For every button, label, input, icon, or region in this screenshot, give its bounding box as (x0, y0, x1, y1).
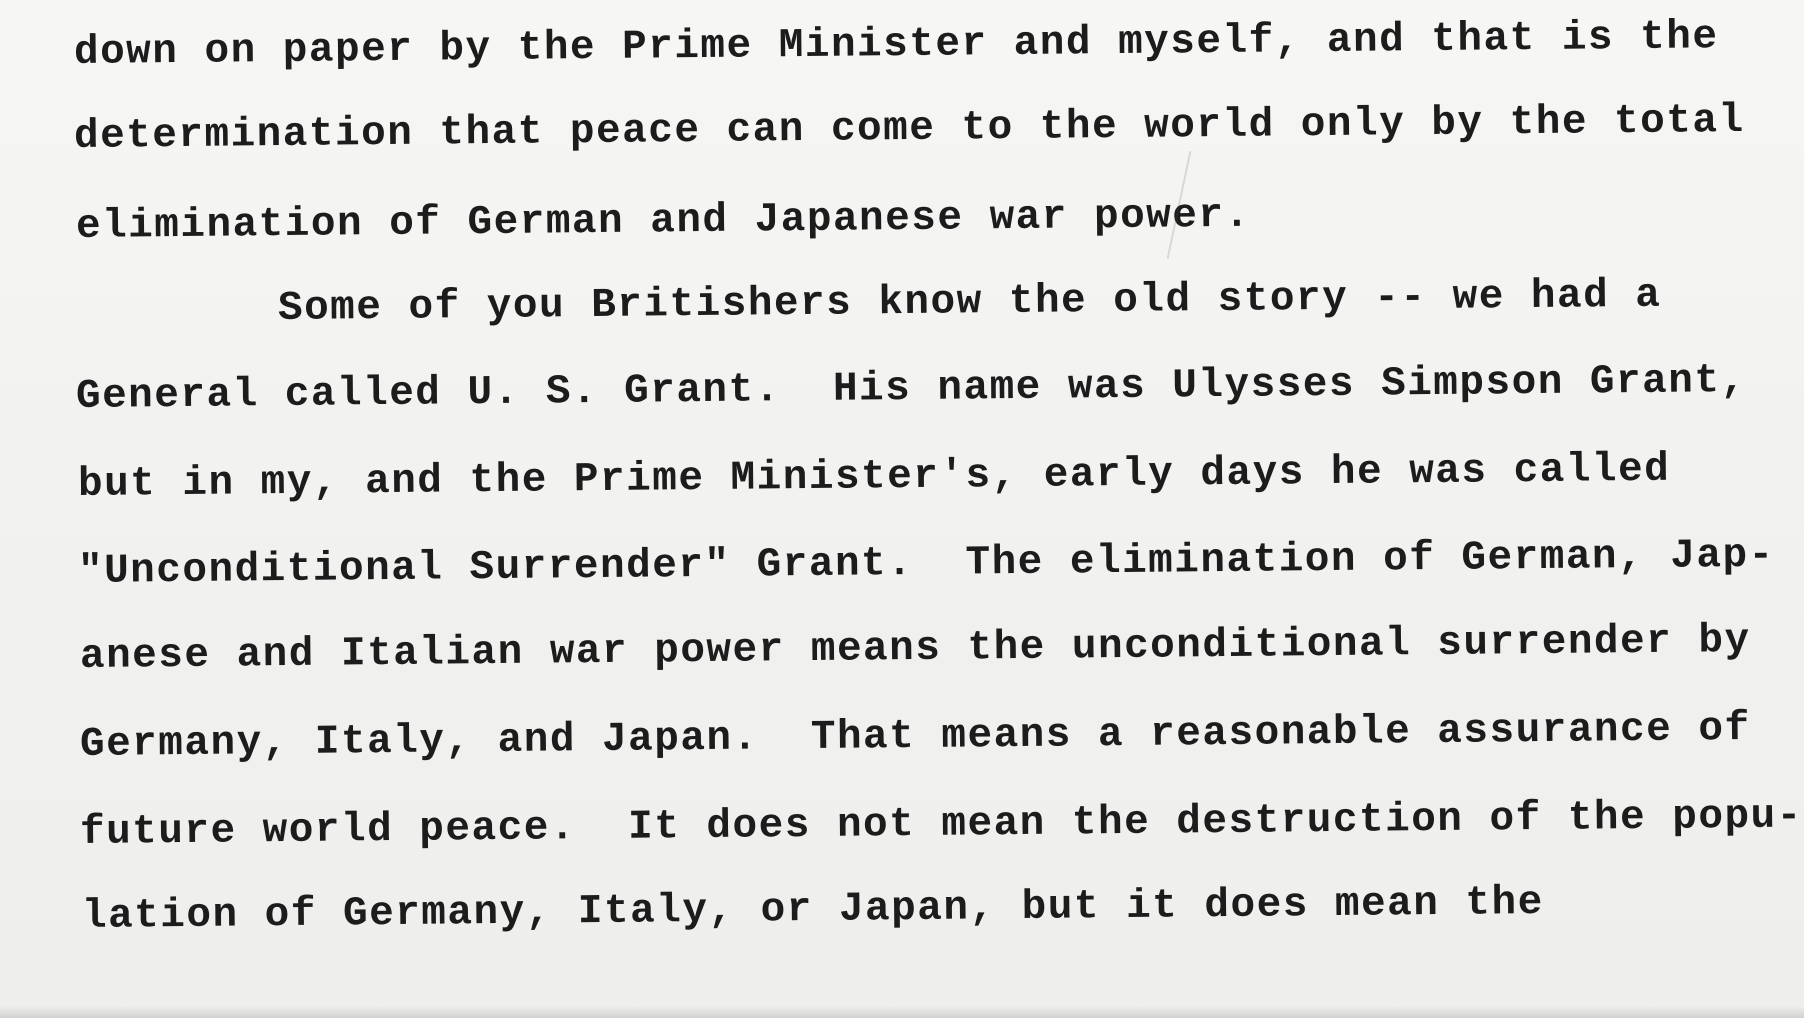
text-line-4: Some of you Britishers know the old story -- we had a (277, 272, 1662, 332)
text-line-2: determination that peace can come to the world only by the total (73, 97, 1745, 160)
text-line-3: elimination of German and Japanese war power. (75, 192, 1251, 250)
text-line-1: down on paper by the Prime Minister and myself, and that is the (73, 14, 1719, 76)
text-line-6: but in my, and the Prime Minister's, early days he was called (77, 446, 1671, 508)
text-line-11: lation of Germany, Italy, or Japan, but it does mean the (81, 879, 1544, 940)
text-line-9: Germany, Italy, and Japan. That means a reasonable assurance of (79, 705, 1751, 768)
text-line-7: "Unconditional Surrender" Grant. The elimination of German, Jap- (77, 532, 1775, 595)
text-line-8: anese and Italian war power means the unconditional surrender by (79, 617, 1751, 680)
text-line-10: future world peace. It does not mean the destruction of the popu- (79, 793, 1804, 856)
text-line-5: General called U. S. Grant. His name was Ulysses Simpson Grant, (75, 357, 1747, 420)
page-bottom-edge (0, 1006, 1804, 1018)
